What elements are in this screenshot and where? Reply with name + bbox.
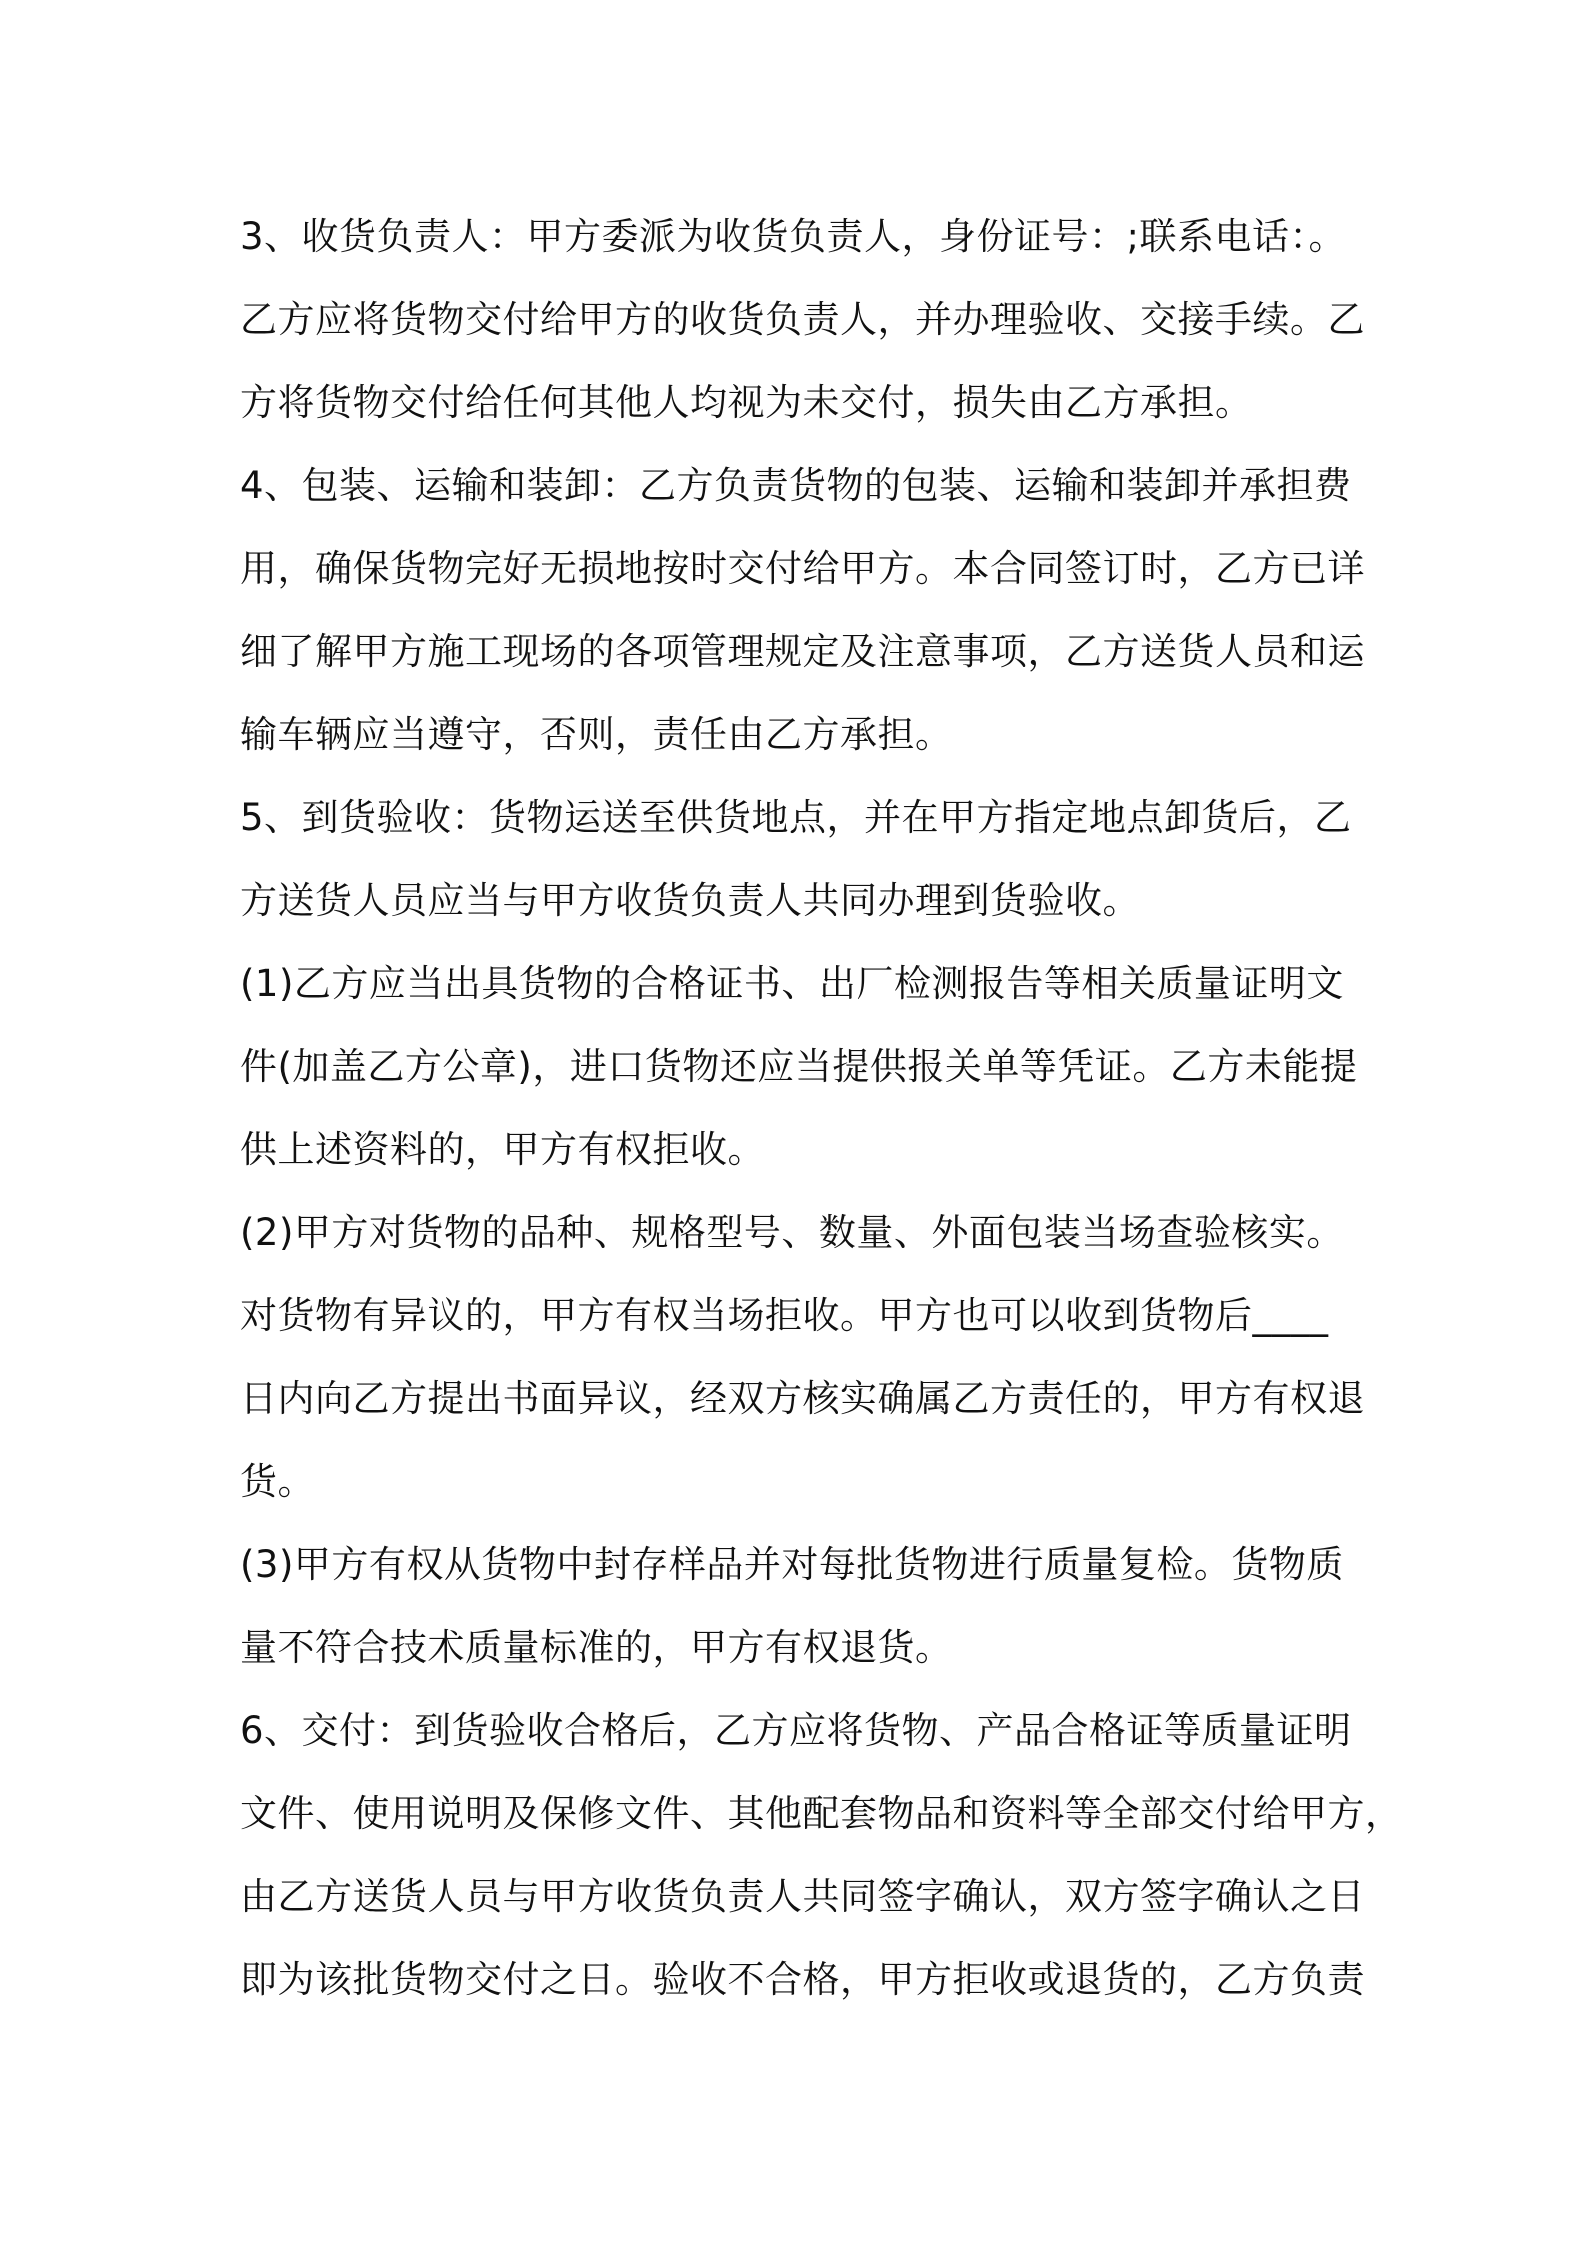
text-line: 方送货人员应当与甲方收货负责人共同办理到货验收。 (240, 879, 1140, 922)
contract-text (240, 195, 1403, 2021)
text-line: 由乙方送货人员与甲方收货负责人共同签字确认，双方签字确认之日 (240, 1875, 1365, 1918)
text-line: (2)甲方对货物的品种、规格型号、数量、外面包装当场查验核实。 (240, 1211, 1344, 1254)
text-line: 文件、使用说明及保修文件、其他配套物品和资料等全部交付给甲方， (240, 1792, 1403, 1835)
text-line: 方将货物交付给任何其他人均视为未交付，损失由乙方承担。 (240, 381, 1253, 424)
text-line: 3、收货负责人：甲方委派为收货负责人，身份证号：;联系电话：。 (240, 215, 1347, 258)
text-line: 乙方应将货物交付给甲方的收货负责人，并办理验收、交接手续。乙 (240, 298, 1365, 341)
text-line: 细了解甲方施工现场的各项管理规定及注意事项，乙方送货人员和运 (240, 630, 1365, 673)
text-line: (1)乙方应当出具货物的合格证书、出厂检测报告等相关质量证明文 (240, 962, 1344, 1005)
text-line: 对货物有异议的，甲方有权当场拒收。甲方也可以收到货物后____ (240, 1294, 1329, 1337)
text-line: 用，确保货物完好无损地按时交付给甲方。本合同签订时，乙方已详 (240, 547, 1365, 590)
text-line: 6、交付：到货验收合格后，乙方应将货物、产品合格证等质量证明 (240, 1709, 1352, 1752)
text-line: 供上述资料的，甲方有权拒收。 (240, 1128, 765, 1171)
text-line: 量不符合技术质量标准的，甲方有权退货。 (240, 1626, 953, 1669)
text-line: 件(加盖乙方公章)，进口货物还应当提供报关单等凭证。乙方未能提 (240, 1045, 1358, 1088)
text-line: 货。 (240, 1460, 315, 1503)
text-line: (3)甲方有权从货物中封存样品并对每批货物进行质量复检。货物质 (240, 1543, 1344, 1586)
text-line: 日内向乙方提出书面异议，经双方核实确属乙方责任的，甲方有权退 (240, 1377, 1365, 1420)
text-line: 4、包装、运输和装卸：乙方负责货物的包装、运输和装卸并承担费 (240, 464, 1352, 507)
text-line: 输车辆应当遵守，否则，责任由乙方承担。 (240, 713, 953, 756)
text-line: 5、到货验收：货物运送至供货地点，并在甲方指定地点卸货后，乙 (240, 796, 1352, 839)
text-line: 即为该批货物交付之日。验收不合格，甲方拒收或退货的，乙方负责 (240, 1958, 1365, 2001)
